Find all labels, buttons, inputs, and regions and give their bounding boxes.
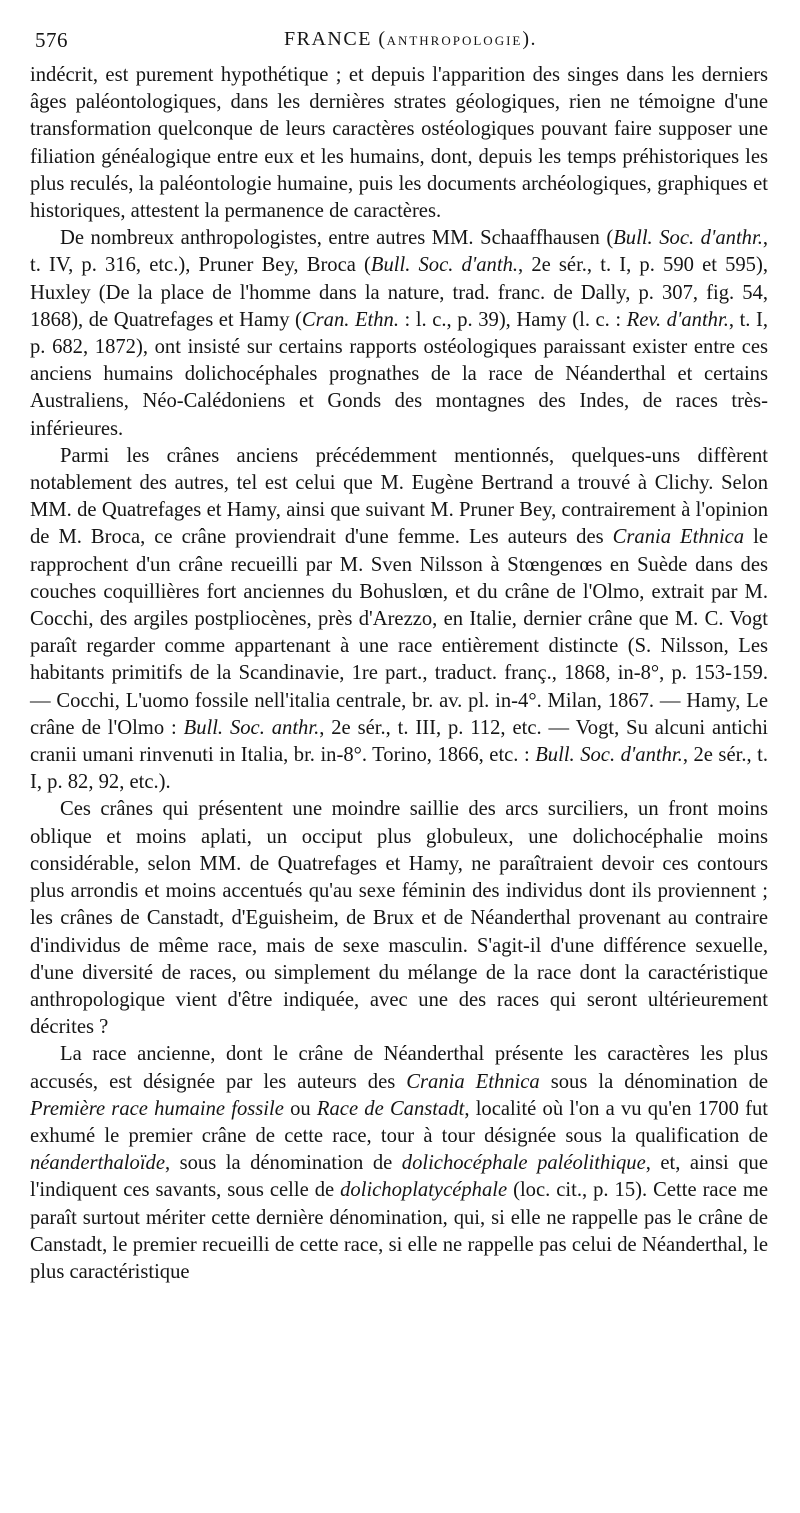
text-run: , 2e sér., t. III, p. 112, etc. — Vogt, Su alcuni antichi cranii umani rinvenuti in Italia, br. in-8°. Torino, 1866, etc. : bbox=[30, 716, 769, 767]
text-run: , 2e sér., t. I, p. 82, 92, etc.). bbox=[30, 744, 768, 794]
paragraph bbox=[30, 62, 768, 225]
italic-text-run: Bull. Soc. d'anth. bbox=[370, 254, 519, 277]
text-run: Parmi les crânes anciens précédemment mentionnés, quelques-uns diffèrent notablement des autres, tel est celui que M. Eugène Bertrand a trouvé à Clichy. Selon MM. de Quatrefages et Hamy, ainsi que suivant M. Pruner Bey, contrairement à l'opinion de M. Broca, ce crâne proviendrait d'une femme. Les auteurs des bbox=[30, 444, 768, 549]
text-run: , t. IV, p. 316, etc.), Pruner Bey, Broca ( bbox=[30, 227, 768, 277]
text-run: , sous la dénomination de bbox=[164, 1152, 402, 1175]
italic-text-run: dolichoplatycéphale bbox=[340, 1179, 508, 1202]
italic-text-run: Rev. d'anthr. bbox=[626, 308, 729, 331]
document-page bbox=[30, 22, 768, 1286]
text-run: De nombreux anthropologistes, entre autres MM. Schaaffhausen ( bbox=[60, 227, 614, 250]
italic-text-run: Bull. Soc. anthr. bbox=[183, 716, 320, 739]
text-run: , 2e sér., t. I, p. 590 et 595), Huxley (De la place de l'homme dans la nature, trad. franc. de Dally, p. 307, fig. 54, 1868), de Quatrefages et Hamy ( bbox=[30, 254, 768, 331]
paragraph bbox=[30, 796, 768, 1041]
text-run: Ces crânes qui présentent une moindre saillie des arcs surciliers, un front moins oblique et moins aplati, un occiput plus globuleux, une dolichocéphalie moins considérable, selon MM. de Quatrefages et Hamy, ne paraîtraient devoir ces contours plus arrondis et moins accentués qu'au sexe féminin des individus dont ils proviennent ; les crânes de Canstadt, d'Eguisheim, de Brux et de Néanderthal provenant au contraire d'individus de même race, mais de sexe masculin. S'agit-il d'une différence sexuelle, d'une diversité de races, ou simplement du mélange de la race dont la caractéristique anthropologique vient d'être indiquée, avec une des races qui seront ultérieurement décrites ? bbox=[30, 798, 768, 1039]
text-run: le rapprochent d'un crâne recueilli par M. Sven Nilsson à Stœngenœs en Suède dans des couches coquillières fort anciennes du Bohuslœn, et du crâne de l'Olmo, extrait par M. Cocchi, des argiles postpliocènes, près d'Arezzo, en Italie, dernier crâne que M. C. Vogt paraît regarder comme appartenant à une race entièrement distincte (S. Nilsson, Les habitants primitifs de la Scandinavie, 1re part., traduct. franç., 1868, in-8°, p. 153-159. — Cocchi, L'uomo fossile nell'italia centrale, br. av. pl. in-4°. Milan, 1867. — Hamy, Le crâne de l'Olmo : bbox=[30, 526, 768, 739]
paragraph bbox=[30, 443, 768, 797]
text-run: , localité où l'on a vu qu'en 1700 fut exhumé le premier crâne de cette race, tour à tour désignée sous la qualification de bbox=[30, 1097, 768, 1147]
text-run: , et, ainsi que l'indiquent ces savants, sous celle de bbox=[30, 1152, 768, 1202]
text-run: (loc. cit., p. 15). Cette race me paraît surtout mériter cette dernière dénomination, qui, si elle ne rappelle pas le crâne de Canstadt, le premier recueilli de cette race, si elle ne rappelle pas celui de Néanderthal, le plus caractéristique bbox=[30, 1179, 768, 1283]
italic-text-run: néanderthaloïde bbox=[30, 1152, 165, 1175]
italic-text-run: Bull. Soc. d'anthr. bbox=[535, 744, 683, 767]
running-head-subject: ANTHROPOLOGIE bbox=[386, 33, 523, 48]
body-text bbox=[30, 62, 768, 1286]
italic-text-run: Race de Canstadt bbox=[316, 1097, 465, 1120]
paragraph bbox=[30, 225, 768, 443]
text-run: indécrit, est purement hypothétique ; et depuis l'apparition des singes dans les derniers âges paléontologiques, dans les dernières strates géologiques, rien ne témoigne d'une transformation quelconque de leurs caractères ostéologiques pouvant faire supposer une filiation généalogique entre eux et les humains, dont, depuis les temps préhistoriques les plus reculés, la paléontologie humaine, puis les documents archéologiques, graphiques et historiques, attestent la permanence de caractères. bbox=[30, 64, 768, 223]
page-header bbox=[30, 22, 768, 62]
text-run: La race ancienne, dont le crâne de Néanderthal présente les caractères les plus accusés, est désignée par les auteurs des bbox=[30, 1043, 768, 1093]
italic-text-run: Bull. Soc. d'anthr. bbox=[613, 227, 763, 250]
paragraph bbox=[30, 1041, 768, 1286]
running-head-close: ). bbox=[522, 28, 538, 50]
text-run: : l. c., p. 39), Hamy (l. c. : bbox=[399, 308, 627, 331]
italic-text-run: Crania Ethnica bbox=[612, 526, 745, 549]
page-number: 576 bbox=[35, 28, 68, 52]
running-head-main: FRANCE ( bbox=[284, 28, 387, 50]
italic-text-run: Cran. Ethn. bbox=[301, 308, 399, 331]
italic-text-run: dolichocéphale paléolithique bbox=[401, 1152, 646, 1175]
text-run: , t. I, p. 682, 1872), ont insisté sur certains rapports ostéologiques paraissant exister entre ces anciens humains dolichocéphales prognathes de la race de Néanderthal et certains Australiens, Néo-Calédoniens et Gonds des montagnes des Indes, de races très-inférieures. bbox=[30, 308, 768, 440]
text-run: ou bbox=[283, 1097, 317, 1120]
italic-text-run: Première race humaine fossile bbox=[30, 1097, 284, 1120]
running-head bbox=[284, 28, 537, 51]
italic-text-run: Crania Ethnica bbox=[406, 1070, 540, 1093]
text-run: sous la dénomination de bbox=[539, 1070, 769, 1093]
